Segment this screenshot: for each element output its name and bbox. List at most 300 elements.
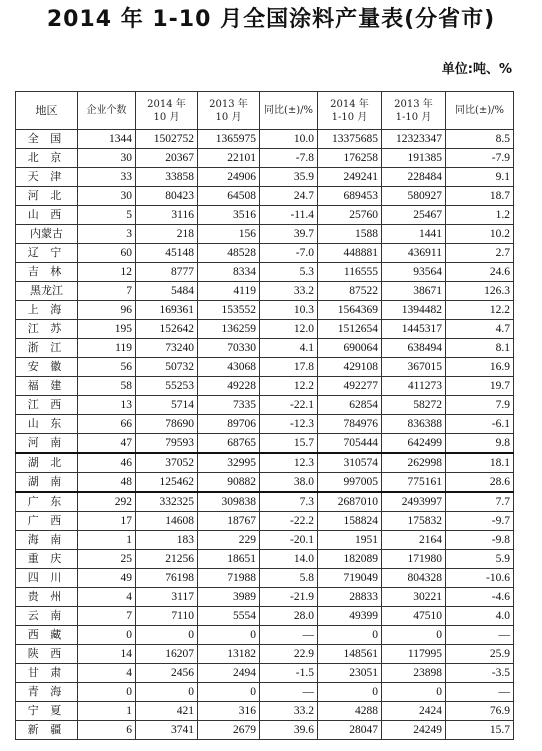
value-cell: -20.1 [260,531,318,550]
value-cell: 78690 [136,415,198,434]
table-row [16,531,514,550]
value-cell: 48528 [198,244,260,263]
value-cell: 80423 [136,187,198,206]
value-cell: 14 [78,645,136,664]
header-2013-oct: 2013 年 10 月 [198,92,260,130]
value-cell: 0 [198,626,260,645]
value-cell: -22.2 [260,512,318,531]
value-cell: 3116 [136,206,198,225]
value-cell: 1441 [382,225,446,244]
value-cell: 9.8 [446,434,514,454]
value-cell: 429108 [318,358,382,377]
value-cell: 12.0 [260,320,318,339]
value-cell: 68765 [198,434,260,454]
value-cell: 2679 [198,721,260,740]
region-cell: 宁 夏 [16,702,78,721]
value-cell: 176258 [318,149,382,168]
value-cell: 5.8 [260,569,318,588]
value-cell: 8777 [136,263,198,282]
value-cell: 87522 [318,282,382,301]
value-cell: 642499 [382,434,446,454]
value-cell: 93564 [382,263,446,282]
value-cell: 3117 [136,588,198,607]
value-cell: 117995 [382,645,446,664]
value-cell: 28047 [318,721,382,740]
value-cell: 89706 [198,415,260,434]
value-cell: 0 [136,626,198,645]
region-cell: 贵 州 [16,588,78,607]
value-cell: 50732 [136,358,198,377]
value-cell: 0 [198,683,260,702]
value-cell: 28.6 [446,473,514,493]
value-cell: 191385 [382,149,446,168]
table-row [16,225,514,244]
value-cell: 292 [78,492,136,512]
value-cell: 8.1 [446,339,514,358]
region-cell: 浙 江 [16,339,78,358]
value-cell: 1 [78,531,136,550]
value-cell: — [260,683,318,702]
region-cell: 山 西 [16,206,78,225]
table-row [16,244,514,263]
value-cell: 119 [78,339,136,358]
table-row [16,358,514,377]
value-cell: 25467 [382,206,446,225]
value-cell: 2424 [382,702,446,721]
table-row [16,721,514,740]
table-row [16,415,514,434]
table-body [16,130,514,740]
value-cell: 4 [78,664,136,683]
value-cell: 76.9 [446,702,514,721]
value-cell: 2687010 [318,492,382,512]
value-cell: 690064 [318,339,382,358]
value-cell: 56 [78,358,136,377]
value-cell: 158824 [318,512,382,531]
region-cell: 四 川 [16,569,78,588]
value-cell: 12.2 [446,301,514,320]
region-cell: 安 徽 [16,358,78,377]
value-cell: 12.3 [260,453,318,473]
value-cell: 23898 [382,664,446,683]
table-row [16,187,514,206]
region-cell: 湖 北 [16,453,78,473]
value-cell: 28.0 [260,607,318,626]
value-cell: 38.0 [260,473,318,493]
unit-label: 单位:吨、% [441,62,512,77]
value-cell: 7.3 [260,492,318,512]
value-cell: 1344 [78,130,136,149]
value-cell: -1.5 [260,664,318,683]
value-cell: 126.3 [446,282,514,301]
value-cell: 0 [382,626,446,645]
value-cell: 0 [78,626,136,645]
region-cell: 重 庆 [16,550,78,569]
value-cell: 638494 [382,339,446,358]
table-row [16,263,514,282]
value-cell: 5 [78,206,136,225]
value-cell: 15.7 [446,721,514,740]
region-cell: 湖 南 [16,473,78,493]
region-cell: 新 疆 [16,721,78,740]
value-cell: 7.7 [446,492,514,512]
table-row [16,645,514,664]
region-cell: 甘 肃 [16,664,78,683]
value-cell: 0 [318,626,382,645]
table-row [16,569,514,588]
value-cell: 76198 [136,569,198,588]
table-row [16,550,514,569]
table-row [16,282,514,301]
value-cell: 90882 [198,473,260,493]
value-cell: 24.7 [260,187,318,206]
value-cell: 804328 [382,569,446,588]
region-cell: 陕 西 [16,645,78,664]
value-cell: 18.7 [446,187,514,206]
value-cell: 0 [136,683,198,702]
value-cell: 3516 [198,206,260,225]
table-row [16,130,514,149]
value-cell: -11.4 [260,206,318,225]
table-row [16,664,514,683]
value-cell: 33.2 [260,282,318,301]
header-row [16,92,514,130]
value-cell: 22101 [198,149,260,168]
value-cell: 45148 [136,244,198,263]
header-2013-ytd: 2013 年 1-10 月 [382,92,446,130]
value-cell: 0 [78,683,136,702]
value-cell: 1588 [318,225,382,244]
region-cell: 河 北 [16,187,78,206]
value-cell: 5.3 [260,263,318,282]
value-cell: 2493997 [382,492,446,512]
value-cell: 1445317 [382,320,446,339]
value-cell: 689453 [318,187,382,206]
value-cell: 15.7 [260,434,318,454]
value-cell: 38671 [382,282,446,301]
value-cell: 49399 [318,607,382,626]
value-cell: 3741 [136,721,198,740]
value-cell: 30221 [382,588,446,607]
header-yoy-ytd: 同比(±)/% [446,92,514,130]
value-cell: 411273 [382,377,446,396]
value-cell: 156 [198,225,260,244]
value-cell: 1365975 [198,130,260,149]
value-cell: 79593 [136,434,198,454]
value-cell: 775161 [382,473,446,493]
value-cell: 8.5 [446,130,514,149]
region-cell: 河 南 [16,434,78,454]
region-cell: 上 海 [16,301,78,320]
value-cell: 8334 [198,263,260,282]
value-cell: 309838 [198,492,260,512]
value-cell: 14608 [136,512,198,531]
value-cell: 58272 [382,396,446,415]
region-cell: 山 东 [16,415,78,434]
value-cell: 1502752 [136,130,198,149]
table-row [16,702,514,721]
value-cell: 48 [78,473,136,493]
table-row [16,168,514,187]
value-cell: -4.6 [446,588,514,607]
value-cell: 492277 [318,377,382,396]
page-title: 2014 年 1-10 月全国涂料产量表(分省市) [46,7,496,32]
value-cell: 33 [78,168,136,187]
value-cell: 2.7 [446,244,514,263]
table-row [16,626,514,645]
value-cell: 24906 [198,168,260,187]
value-cell: 17 [78,512,136,531]
value-cell: 7335 [198,396,260,415]
table-row [16,149,514,168]
value-cell: 25.9 [446,645,514,664]
value-cell: 719049 [318,569,382,588]
value-cell: 171980 [382,550,446,569]
value-cell: 421 [136,702,198,721]
value-cell: 0 [382,683,446,702]
value-cell: 125462 [136,473,198,493]
value-cell: 47510 [382,607,446,626]
value-cell: 13 [78,396,136,415]
value-cell: 43068 [198,358,260,377]
value-cell: 332325 [136,492,198,512]
value-cell: -7.9 [446,149,514,168]
value-cell: 4288 [318,702,382,721]
value-cell: 62854 [318,396,382,415]
value-cell: 9.1 [446,168,514,187]
value-cell: 448881 [318,244,382,263]
value-cell: 58 [78,377,136,396]
table-row [16,301,514,320]
value-cell: -7.0 [260,244,318,263]
value-cell: 96 [78,301,136,320]
value-cell: 21256 [136,550,198,569]
region-cell: 辽 宁 [16,244,78,263]
value-cell: 218 [136,225,198,244]
header-yoy-oct: 同比(±)/% [260,92,318,130]
value-cell: 784976 [318,415,382,434]
table-row [16,588,514,607]
table-row [16,396,514,415]
value-cell: 3989 [198,588,260,607]
region-cell: 北 京 [16,149,78,168]
value-cell: 37052 [136,453,198,473]
value-cell: 2456 [136,664,198,683]
value-cell: 4.1 [260,339,318,358]
value-cell: 25 [78,550,136,569]
value-cell: 24.6 [446,263,514,282]
value-cell: 12.2 [260,377,318,396]
value-cell: 4119 [198,282,260,301]
value-cell: 116555 [318,263,382,282]
region-cell: 吉 林 [16,263,78,282]
value-cell: 153552 [198,301,260,320]
value-cell: 2494 [198,664,260,683]
region-cell: 内蒙古 [16,225,78,244]
region-cell: 海 南 [16,531,78,550]
value-cell: 16.9 [446,358,514,377]
value-cell: 262998 [382,453,446,473]
value-cell: 14.0 [260,550,318,569]
value-cell: 136259 [198,320,260,339]
value-cell: 1 [78,702,136,721]
value-cell: 49228 [198,377,260,396]
value-cell: 705444 [318,434,382,454]
value-cell: -9.7 [446,512,514,531]
value-cell: 17.8 [260,358,318,377]
value-cell: 10.2 [446,225,514,244]
value-cell: 73240 [136,339,198,358]
value-cell: 46 [78,453,136,473]
value-cell: 5554 [198,607,260,626]
value-cell: 436911 [382,244,446,263]
value-cell: 64508 [198,187,260,206]
value-cell: 4.0 [446,607,514,626]
value-cell: -10.6 [446,569,514,588]
value-cell: -9.8 [446,531,514,550]
value-cell: 5714 [136,396,198,415]
header-companies: 企业个数 [78,92,136,130]
value-cell: 183 [136,531,198,550]
value-cell: 28833 [318,588,382,607]
value-cell: 1512654 [318,320,382,339]
value-cell: 12 [78,263,136,282]
value-cell: 39.6 [260,721,318,740]
value-cell: 7110 [136,607,198,626]
region-cell: 江 西 [16,396,78,415]
value-cell: 39.7 [260,225,318,244]
value-cell: 249241 [318,168,382,187]
region-cell: 福 建 [16,377,78,396]
value-cell: 0 [318,683,382,702]
value-cell: 33858 [136,168,198,187]
value-cell: 13375685 [318,130,382,149]
value-cell: 1394482 [382,301,446,320]
value-cell: 6 [78,721,136,740]
value-cell: 1564369 [318,301,382,320]
table-row [16,320,514,339]
value-cell: 70330 [198,339,260,358]
value-cell: 35.9 [260,168,318,187]
table-row [16,607,514,626]
value-cell: 4 [78,588,136,607]
value-cell: 47 [78,434,136,454]
value-cell: -21.9 [260,588,318,607]
value-cell: 13182 [198,645,260,664]
value-cell: 997005 [318,473,382,493]
value-cell: 71988 [198,569,260,588]
value-cell: 60 [78,244,136,263]
region-cell: 黑龙江 [16,282,78,301]
value-cell: 16207 [136,645,198,664]
table-row [16,339,514,358]
value-cell: 152642 [136,320,198,339]
table-row [16,473,514,493]
value-cell: 1951 [318,531,382,550]
value-cell: 2164 [382,531,446,550]
value-cell: 4.7 [446,320,514,339]
header-2014-oct: 2014 年 10 月 [136,92,198,130]
value-cell: 182089 [318,550,382,569]
value-cell: 169361 [136,301,198,320]
value-cell: 228484 [382,168,446,187]
value-cell: 22.9 [260,645,318,664]
value-cell: 18.1 [446,453,514,473]
table-row [16,683,514,702]
value-cell: 175832 [382,512,446,531]
value-cell: 7 [78,607,136,626]
value-cell: 7 [78,282,136,301]
value-cell: 24249 [382,721,446,740]
value-cell: -7.8 [260,149,318,168]
value-cell: 10.0 [260,130,318,149]
header-region: 地区 [16,92,78,130]
value-cell: 18767 [198,512,260,531]
value-cell: 7.9 [446,396,514,415]
value-cell: 5484 [136,282,198,301]
table-row [16,453,514,473]
region-cell: 天 津 [16,168,78,187]
value-cell: 30 [78,149,136,168]
table-row [16,512,514,531]
region-cell: 西 藏 [16,626,78,645]
value-cell: 229 [198,531,260,550]
value-cell: 66 [78,415,136,434]
value-cell: 49 [78,569,136,588]
value-cell: 20367 [136,149,198,168]
value-cell: -12.3 [260,415,318,434]
region-cell: 青 海 [16,683,78,702]
value-cell: — [446,683,514,702]
value-cell: 3 [78,225,136,244]
value-cell: 195 [78,320,136,339]
value-cell: 367015 [382,358,446,377]
value-cell: 12323347 [382,130,446,149]
region-cell: 云 南 [16,607,78,626]
value-cell: 32995 [198,453,260,473]
value-cell: -22.1 [260,396,318,415]
value-cell: 23051 [318,664,382,683]
table-row [16,492,514,512]
value-cell: 55253 [136,377,198,396]
value-cell: 10.3 [260,301,318,320]
value-cell: 33.2 [260,702,318,721]
value-cell: 18651 [198,550,260,569]
value-cell: 19.7 [446,377,514,396]
value-cell: 5.9 [446,550,514,569]
value-cell: 580927 [382,187,446,206]
value-cell: -6.1 [446,415,514,434]
value-cell: — [446,626,514,645]
region-cell: 广 西 [16,512,78,531]
region-cell: 江 苏 [16,320,78,339]
value-cell: 148561 [318,645,382,664]
region-cell: 广 东 [16,492,78,512]
table-row [16,377,514,396]
value-cell: 836388 [382,415,446,434]
value-cell: 1.2 [446,206,514,225]
value-cell: 316 [198,702,260,721]
value-cell: — [260,626,318,645]
production-table [15,91,514,740]
table-row [16,434,514,454]
value-cell: -3.5 [446,664,514,683]
value-cell: 310574 [318,453,382,473]
region-cell: 全 国 [16,130,78,149]
value-cell: 30 [78,187,136,206]
header-2014-ytd: 2014 年 1-10 月 [318,92,382,130]
value-cell: 25760 [318,206,382,225]
